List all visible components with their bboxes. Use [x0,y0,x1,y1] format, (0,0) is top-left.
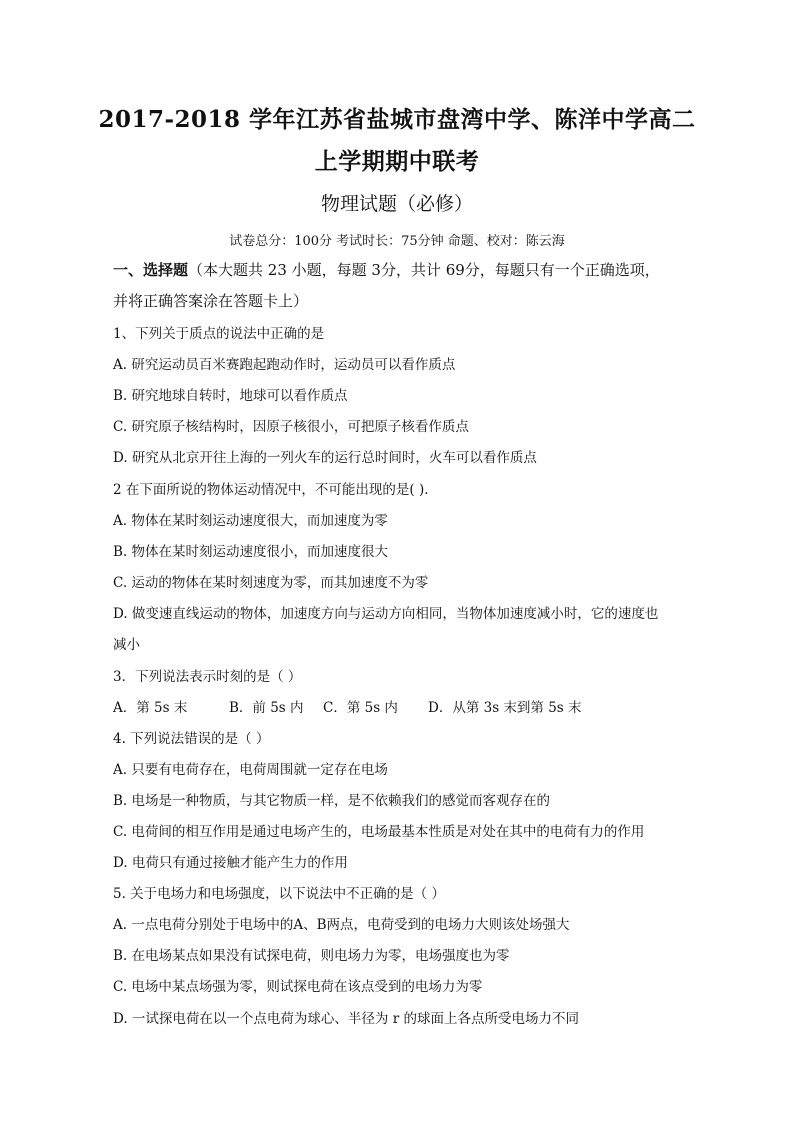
question-5-stem: 5. 关于电场力和电场强度，以下说法中不正确的是（ ） [113,886,445,902]
question-4-option-a: A. 只要有电荷存在，电荷周围就一定存在电场 [113,762,388,778]
section-header [113,259,660,280]
exam-title-line2: 上学期期中联考 [314,148,480,175]
question-5-option-b: B. 在电场某点如果没有试探电荷，则电场力为零，电场强度也为零 [113,948,510,964]
question-2-option-b: B. 物体在某时刻运动速度很小，而加速度很大 [113,544,389,560]
question-1-option-a: A. 研究运动员百米赛跑起跑动作时，运动员可以看作质点 [113,357,456,373]
question-3-option-c: C．第 5s 内 [323,700,398,716]
question-4-option-c: C. 电荷间的相互作用是通过电场产生的，电场最基本性质是对处在其中的电荷有力的作用 [113,824,645,840]
section-description-cont: 并将正确答案涂在答题卡上） [113,292,309,310]
exam-subtitle: 物理试题（必修） [320,193,473,215]
exam-title-line1: 2017-2018 学年江苏省盐城市盘湾中学、陈洋中学高二 [98,106,696,133]
question-5-option-a: A. 一点电荷分别处于电场中的A、B两点，电荷受到的电场力大则该处场强大 [113,917,570,933]
question-5-option-c: C. 电场中某点场强为零，则试探电荷在该点受到的电场力为零 [113,979,483,995]
question-3-stem: 3．下列说法表示时刻的是（ ） [113,669,302,685]
question-2-option-a: A. 物体在某时刻运动速度很大，而加速度为零 [113,513,388,529]
question-1-option-c: C. 研究原子核结构时，因原子核很小，可把原子核看作质点 [113,419,469,435]
question-1-option-b: B. 研究地球自转时，地球可以看作质点 [113,388,348,404]
question-2-option-d: D. 做变速直线运动的物体，加速度方向与运动方向相同，当物体加速度减小时，它的速度也 [113,606,659,622]
question-4-stem: 4. 下列说法错误的是（ ） [113,731,270,747]
exam-meta-info: 试卷总分：100分 考试时长：75分钟 命题、校对：陈云海 [229,234,565,249]
question-1-option-d: D. 研究从北京开往上海的一列火车的运行总时间时，火车可以看作质点 [113,450,537,466]
question-3-option-d: D．从第 3s 末到第 5s 末 [428,700,582,716]
question-4-option-d: D. 电荷只有通过接触才能产生力的作用 [113,855,348,871]
question-5-option-d: D. 一试探电荷在以一个点电荷为球心、半径为 r 的球面上各点所受电场力不同 [113,1011,579,1027]
question-3-options [113,696,582,716]
question-4-option-b: B. 电场是一种物质，与其它物质一样，是不依赖我们的感觉而客观存在的 [113,793,551,809]
question-3-option-a: A．第 5s 末 [113,700,188,716]
question-2-option-d-cont: 减小 [113,637,140,653]
question-3-option-b: B．前 5s 内 [229,700,304,716]
question-2-option-c: C. 运动的物体在某时刻速度为零，而其加速度不为零 [113,575,429,591]
section-description: （本大题共 23 小题，每题 3分，共计 69分，每题只有一个正确选项， [188,261,660,279]
question-1-stem: 1、下列关于质点的说法中正确的是 [113,326,325,342]
question-2-stem: 2 在下面所说的物体运动情况中，不可能出现的是( ). [113,482,429,498]
section-heading: 一、选择题 [113,261,189,279]
